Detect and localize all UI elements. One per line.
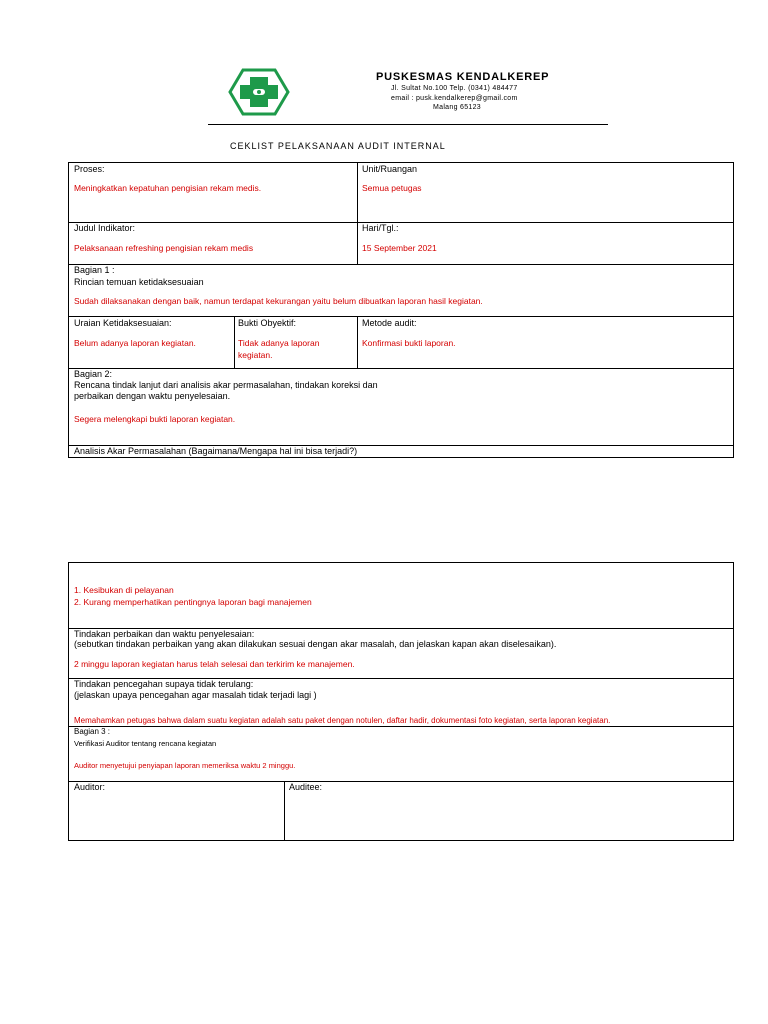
bagian1-label: Bagian 1 : [74, 265, 115, 275]
audit-table-1 [68, 162, 734, 458]
bukti-value-cont: kegiatan. [238, 350, 273, 360]
judul-value: Pelaksanaan refreshing pengisian rekam medis [74, 243, 254, 253]
bukti-value: Tidak adanya laporan [238, 338, 320, 348]
hari-label: Hari/Tgl.: [362, 223, 399, 233]
auditor-label: Auditor: [74, 782, 106, 792]
cause-item-2: 2. Kurang memperhatikan pentingnya laporan bagi manajemen [74, 597, 312, 607]
proses-label: Proses: [74, 164, 105, 174]
org-address: Jl. Sultat No.100 Telp. (0341) 484477 [391, 85, 518, 92]
org-name: PUSKESMAS KENDALKEREP [376, 71, 550, 83]
rincian-label: Rincian temuan ketidaksesuaian [74, 277, 204, 287]
rincian-value: Sudah dilaksanakan dengan baik, namun terdapat kekurangan yaitu belum dibuatkan laporan hasil kegiatan. [74, 296, 483, 306]
analisis-label: Analisis Akar Permasalahan (Bagaimana/Mengapa hal ini bisa terjadi?) [74, 446, 358, 456]
auditee-label: Auditee: [289, 782, 323, 792]
org-email: email : pusk.kendalkerep@gmail.com [391, 95, 518, 102]
rencana-label: Rencana tindak lanjut dari analisis akar permasalahan, tindakan koreksi dan [74, 380, 378, 390]
bukti-label: Bukti Obyektif: [238, 318, 297, 328]
verifikasi-value: Auditor menyetujui penyiapan laporan memeriksa waktu 2 minggu. [74, 761, 296, 770]
metode-label: Metode audit: [362, 318, 417, 328]
pencegahan-value: Memahamkan petugas bahwa dalam suatu kegiatan adalah satu paket dengan notulen, daftar hadir, dokumentasi foto kegiatan, serta laporan kegiatan. [74, 716, 611, 725]
col-divider [357, 163, 358, 264]
rencana-value: Segera melengkapi bukti laporan kegiatan. [74, 414, 236, 424]
rencana-label-cont: perbaikan dengan waktu penyelesaian. [74, 391, 231, 401]
verifikasi-label: Verifikasi Auditor tentang rencana kegiatan [74, 739, 217, 748]
audit-table-2 [68, 562, 734, 841]
cause-item-1: 1. Kesibukan di pelayanan [74, 585, 174, 595]
uraian-label: Uraian Ketidaksesuaian: [74, 318, 172, 328]
tindakan-label: Tindakan perbaikan dan waktu penyelesaian: [74, 629, 255, 639]
proses-value: Meningkatkan kepatuhan pengisian rekam medis. [74, 183, 262, 193]
pencegahan-instruction: (jelaskan upaya pencegahan agar masalah tidak terjadi lagi ) [74, 690, 317, 700]
row-divider [69, 781, 733, 782]
health-cross-logo-icon [228, 68, 290, 116]
col-divider [234, 316, 235, 368]
row-divider [69, 726, 733, 727]
uraian-value: Belum adanya laporan kegiatan. [74, 338, 196, 348]
bagian2-label: Bagian 2: [74, 369, 113, 379]
col-divider [284, 781, 285, 841]
org-city: Malang 65123 [433, 104, 481, 111]
row-divider [69, 368, 733, 369]
hari-value: 15 September 2021 [362, 243, 437, 253]
tindakan-value: 2 minggu laporan kegiatan harus telah selesai dan terkirim ke manajemen. [74, 659, 355, 669]
metode-value: Konfirmasi bukti laporan. [362, 338, 456, 348]
tindakan-instruction: (sebutkan tindakan perbaikan yang akan dilakukan sesuai dengan akar masalah, dan jelaskan kapan akan diselesaikan). [74, 639, 557, 649]
unit-value: Semua petugas [362, 183, 422, 193]
document-title: CEKLIST PELAKSANAAN AUDIT INTERNAL [230, 141, 446, 151]
col-divider [357, 316, 358, 368]
unit-label: Unit/Ruangan [362, 164, 418, 174]
pencegahan-label: Tindakan pencegahan supaya tidak terulang: [74, 679, 254, 689]
row-divider [69, 316, 733, 317]
bagian3-label: Bagian 3 : [74, 727, 111, 736]
header-divider [208, 124, 608, 125]
row-divider [69, 222, 733, 223]
row-divider [69, 264, 733, 265]
judul-label: Judul Indikator: [74, 223, 136, 233]
